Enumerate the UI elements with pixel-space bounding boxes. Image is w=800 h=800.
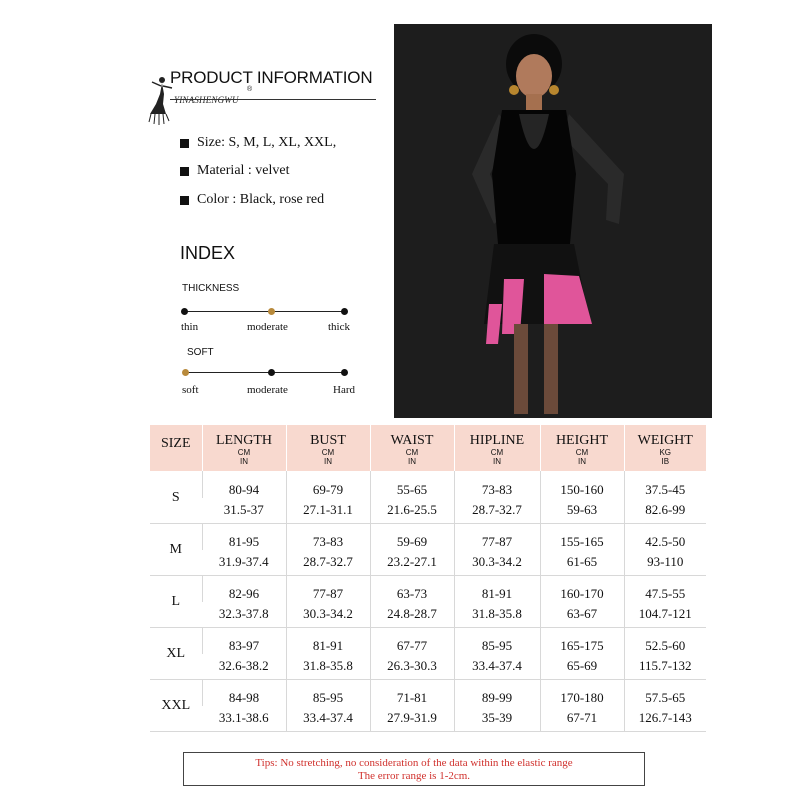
table-cell: 85-95 — [286, 679, 370, 706]
soft-label: SOFT — [187, 347, 214, 358]
title-underline — [170, 99, 376, 100]
table-cell: 30.3-34.2 — [286, 602, 370, 627]
table-cell: 32.3-37.8 — [202, 602, 286, 627]
table-cell: 82-96 — [202, 575, 286, 602]
table-cell: 30.3-34.2 — [454, 550, 540, 575]
thickness-scale-line — [184, 311, 346, 312]
table-cell: 33.4-37.4 — [454, 654, 540, 679]
soft-dot-moderate — [268, 369, 275, 376]
column-header-hipline: HIPLINE CM IN — [454, 425, 540, 471]
table-cell: 77-87 — [454, 523, 540, 550]
table-cell: 59-63 — [540, 498, 624, 523]
table-cell: 104.7-121 — [624, 602, 706, 627]
table-cell: 67-71 — [540, 706, 624, 731]
size-label-l: L — [150, 575, 202, 627]
table-cell: 21.6-25.5 — [370, 498, 454, 523]
table-cell: 71-81 — [370, 679, 454, 706]
thickness-dot-moderate — [268, 308, 275, 315]
table-cell: 81-91 — [286, 627, 370, 654]
bullet-square-icon — [180, 196, 189, 205]
table-cell: 69-79 — [286, 471, 370, 498]
table-cell: 83-97 — [202, 627, 286, 654]
table-cell: 84-98 — [202, 679, 286, 706]
table-cell: 61-65 — [540, 550, 624, 575]
table-cell: 89-99 — [454, 679, 540, 706]
table-cell: 26.3-30.3 — [370, 654, 454, 679]
table-row-s-cm — [150, 471, 706, 498]
thickness-tick-thick: thick — [328, 321, 350, 333]
table-cell: 73-83 — [286, 523, 370, 550]
table-cell: 126.7-143 — [624, 706, 706, 731]
table-cell: 57.5-65 — [624, 679, 706, 706]
table-cell: 23.2-27.1 — [370, 550, 454, 575]
soft-tick-hard: Hard — [333, 384, 355, 396]
table-cell: 85-95 — [454, 627, 540, 654]
thickness-dot-thin — [181, 308, 188, 315]
table-cell: 33.1-38.6 — [202, 706, 286, 731]
soft-scale-line — [184, 372, 346, 373]
table-cell: 170-180 — [540, 679, 624, 706]
column-header-weight: WEIGHT KG IB — [624, 425, 706, 471]
table-cell: 33.4-37.4 — [286, 706, 370, 731]
size-label-s: S — [150, 471, 202, 523]
table-cell: 81-95 — [202, 523, 286, 550]
table-cell: 31.8-35.8 — [286, 654, 370, 679]
spec-size-text: Size: S, M, L, XL, XXL, — [197, 135, 337, 150]
table-cell: 150-160 — [540, 471, 624, 498]
spec-color — [180, 192, 324, 208]
tips-box — [183, 752, 645, 786]
table-cell: 73-83 — [454, 471, 540, 498]
table-row-xxl-cm — [150, 679, 706, 706]
table-cell: 59-69 — [370, 523, 454, 550]
table-cell: 24.8-28.7 — [370, 602, 454, 627]
table-cell: 65-69 — [540, 654, 624, 679]
column-header-waist: WAIST CM IN — [370, 425, 454, 471]
table-cell: 115.7-132 — [624, 654, 706, 679]
dress-model-photo-icon — [394, 24, 712, 418]
table-cell: 165-175 — [540, 627, 624, 654]
table-cell: 77-87 — [286, 575, 370, 602]
thickness-tick-moderate: moderate — [247, 321, 288, 333]
table-cell: 82.6-99 — [624, 498, 706, 523]
table-cell: 31.5-37 — [202, 498, 286, 523]
soft-dot-hard — [341, 369, 348, 376]
table-cell: 67-77 — [370, 627, 454, 654]
registered-mark: ® — [247, 86, 253, 93]
table-cell: 63-73 — [370, 575, 454, 602]
index-title: INDEX — [180, 243, 236, 263]
table-cell: 93-110 — [624, 550, 706, 575]
page-title: PRODUCT INFORMATION — [170, 68, 373, 87]
soft-dot-soft — [182, 369, 189, 376]
table-row-l-in — [150, 602, 706, 627]
table-header-row — [150, 425, 706, 471]
size-chart-table — [150, 425, 706, 732]
table-cell: 31.9-37.4 — [202, 550, 286, 575]
table-row-l-cm — [150, 575, 706, 602]
spec-size — [180, 135, 336, 151]
spec-material-text: Material : velvet — [197, 163, 290, 178]
thickness-label: THICKNESS — [182, 283, 240, 294]
column-header-size: SIZE — [150, 425, 202, 471]
bullet-square-icon — [180, 167, 189, 176]
table-cell: 63-67 — [540, 602, 624, 627]
table-cell: 55-65 — [370, 471, 454, 498]
column-header-height: HEIGHT CM IN — [540, 425, 624, 471]
tips-line-1: Tips: No stretching, no consideration of the data within the elastic range — [255, 757, 573, 769]
size-label-m: M — [150, 523, 202, 575]
table-cell: 52.5-60 — [624, 627, 706, 654]
table-row-xl-cm — [150, 627, 706, 654]
soft-tick-moderate: moderate — [247, 384, 288, 396]
spec-material — [180, 163, 290, 179]
table-cell: 31.8-35.8 — [454, 602, 540, 627]
table-row-xxl-in — [150, 706, 706, 731]
table-cell: 28.7-32.7 — [454, 498, 540, 523]
table-cell: 27.9-31.9 — [370, 706, 454, 731]
table-cell: 81-91 — [454, 575, 540, 602]
table-cell: 37.5-45 — [624, 471, 706, 498]
soft-tick-soft: soft — [182, 384, 199, 396]
table-cell: 155-165 — [540, 523, 624, 550]
table-row-xl-in — [150, 654, 706, 679]
table-cell: 27.1-31.1 — [286, 498, 370, 523]
table-cell: 160-170 — [540, 575, 624, 602]
spec-color-text: Color : Black, rose red — [197, 192, 325, 207]
table-cell: 32.6-38.2 — [202, 654, 286, 679]
table-row-m-in — [150, 550, 706, 575]
table-row-s-in — [150, 498, 706, 523]
thickness-dot-thick — [341, 308, 348, 315]
bullet-square-icon — [180, 139, 189, 148]
size-label-xl: XL — [150, 627, 202, 679]
table-row-m-cm — [150, 523, 706, 550]
table-cell: 28.7-32.7 — [286, 550, 370, 575]
table-cell: 47.5-55 — [624, 575, 706, 602]
table-cell: 35-39 — [454, 706, 540, 731]
thickness-tick-thin: thin — [181, 321, 199, 333]
tips-line-2: The error range is 1-2cm. — [357, 770, 471, 782]
column-header-bust: BUST CM IN — [286, 425, 370, 471]
size-label-xxl: XXL — [150, 679, 202, 731]
table-cell: 80-94 — [202, 471, 286, 498]
table-cell: 42.5-50 — [624, 523, 706, 550]
brand-name: YINASHENGWU — [174, 95, 239, 105]
column-header-length: LENGTH CM IN — [202, 425, 286, 471]
